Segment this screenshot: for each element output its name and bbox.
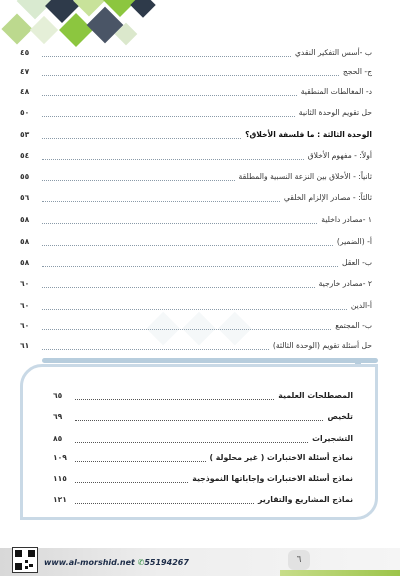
toc-entry[interactable] bbox=[20, 147, 372, 163]
dotted-leader bbox=[42, 56, 291, 57]
toc-entry-page: ٤٥ bbox=[20, 48, 30, 57]
appendix-entry-page: ١١٥ bbox=[53, 474, 67, 483]
appendix-entry[interactable] bbox=[53, 491, 353, 507]
website-link[interactable]: www.al-morshid.net bbox=[44, 558, 135, 567]
toc-entry[interactable] bbox=[20, 254, 372, 270]
appendix-entry-page: ٦٩ bbox=[53, 412, 63, 421]
qr-code-icon[interactable] bbox=[12, 547, 38, 573]
appendix-entry[interactable] bbox=[53, 449, 353, 465]
toc-entry-page: ٤٨ bbox=[20, 87, 30, 96]
appendix-entry[interactable] bbox=[53, 430, 353, 446]
toc-entry-page: ٦١ bbox=[20, 341, 30, 350]
dotted-leader bbox=[42, 201, 280, 202]
dotted-leader bbox=[42, 180, 235, 181]
toc-entry-page: ٥٠ bbox=[20, 108, 30, 117]
toc-entry[interactable] bbox=[20, 168, 372, 184]
diamond-tile bbox=[30, 16, 58, 44]
toc-entry-label: ب- العقل bbox=[342, 258, 372, 267]
dotted-leader bbox=[42, 287, 315, 288]
toc-entry[interactable] bbox=[20, 211, 372, 227]
dotted-leader bbox=[75, 420, 323, 421]
toc-entry-page: ٥٣ bbox=[20, 130, 30, 139]
appendix-entry[interactable] bbox=[53, 470, 353, 486]
whatsapp-icon: ✆ bbox=[137, 558, 145, 567]
toc-entry-label: الوحدة الثالثة : ما فلسفة الأخلاق؟ bbox=[245, 130, 372, 139]
toc-entry[interactable] bbox=[20, 189, 372, 205]
toc-unit-heading[interactable] bbox=[20, 126, 372, 142]
toc-entry-page: ٥٤ bbox=[20, 151, 30, 160]
toc-entry-page: ٥٨ bbox=[20, 237, 30, 246]
dotted-leader bbox=[42, 223, 317, 224]
toc-entry-label: د- المغالطات المنطقية bbox=[300, 87, 372, 96]
page-number: ٦ bbox=[288, 550, 310, 570]
toc-entry[interactable] bbox=[20, 44, 372, 60]
toc-entry-label: ثانياً: - الأخلاق بين النزعة النسبية والمطلقة bbox=[238, 172, 372, 181]
appendix-entry-page: ١٢١ bbox=[53, 495, 67, 504]
toc-entry-page: ٦٠ bbox=[20, 301, 30, 310]
dotted-leader bbox=[42, 159, 304, 160]
appendix-entry-page: ١٠٩ bbox=[53, 453, 67, 462]
appendix-entry-label: نماذج أسئلة الاختبارات ( غير محلولة ) bbox=[209, 453, 353, 462]
dotted-leader bbox=[75, 461, 206, 462]
appendix-entry-label: نماذج أسئلة الاختبارات وإجاباتها النموذجية bbox=[192, 474, 353, 483]
toc-entry[interactable] bbox=[20, 275, 372, 291]
appendix-entry[interactable] bbox=[53, 387, 353, 403]
appendix-box bbox=[20, 364, 378, 520]
dotted-leader bbox=[75, 442, 308, 443]
box-accent-bar bbox=[42, 358, 378, 363]
appendix-entry[interactable] bbox=[53, 408, 353, 424]
toc-entry-page: ٦٠ bbox=[20, 279, 30, 288]
toc-entry-page: ٦٠ bbox=[20, 321, 30, 330]
dotted-leader bbox=[42, 116, 295, 117]
dotted-leader bbox=[75, 503, 254, 504]
toc-entry-label: أولاً: - مفهوم الأخلاق bbox=[307, 151, 372, 160]
dotted-leader bbox=[42, 138, 241, 139]
toc-entry-label: ١ -مصادر داخلية bbox=[321, 215, 372, 224]
toc-entry-label: ب- المجتمع bbox=[335, 321, 372, 330]
toc-entry-label: حل تقويم الوحدة الثانية bbox=[298, 108, 372, 117]
dotted-leader bbox=[75, 482, 188, 483]
toc-entry-page: ٥٥ bbox=[20, 172, 30, 181]
appendix-entry-label: تلخيص bbox=[327, 412, 353, 421]
toc-entry-label: أ-الدين bbox=[350, 301, 372, 310]
toc-entry-page: ٤٧ bbox=[20, 67, 30, 76]
toc-entry-label: ب -أسس التفكير النقدي bbox=[294, 48, 372, 57]
appendix-entry-page: ٨٥ bbox=[53, 434, 63, 443]
dotted-leader bbox=[75, 399, 274, 400]
toc-entry[interactable] bbox=[20, 63, 372, 79]
toc-entry-label: ثالثاً: - مصادر الإلزام الخلقي bbox=[283, 193, 372, 202]
appendix-entry-label: نماذج المشاريع والتقارير bbox=[258, 495, 353, 504]
diamond-tile bbox=[130, 0, 155, 18]
dotted-leader bbox=[42, 95, 297, 96]
toc-entry[interactable] bbox=[20, 104, 372, 120]
appendix-entry-page: ٦٥ bbox=[53, 391, 63, 400]
footer-accent bbox=[280, 570, 400, 576]
toc-entry-label: حل أسئلة تقويم (الوحدة الثالثة) bbox=[272, 341, 372, 350]
toc-entry-label: ج- الحجج bbox=[342, 67, 372, 76]
dotted-leader bbox=[42, 266, 338, 267]
watermark-logo: ◆◆◆ bbox=[146, 300, 254, 351]
whatsapp-number: 55194267 bbox=[144, 558, 189, 567]
toc-entry[interactable] bbox=[20, 83, 372, 99]
toc-entry[interactable] bbox=[20, 233, 372, 249]
appendix-entry-label: المصطلحات العلمية bbox=[278, 391, 353, 400]
dotted-leader bbox=[42, 245, 333, 246]
toc-entry-page: ٥٦ bbox=[20, 193, 30, 202]
dotted-leader bbox=[42, 75, 339, 76]
diamond-tile bbox=[1, 13, 32, 44]
appendix-entry-label: التشجيرات bbox=[312, 434, 353, 443]
toc-entry-label: ٢ -مصادر خارجية bbox=[318, 279, 372, 288]
toc-entry-page: ٥٨ bbox=[20, 258, 30, 267]
toc-entry-page: ٥٨ bbox=[20, 215, 30, 224]
toc-entry-label: أ- (الضمير) bbox=[336, 237, 372, 246]
footer-contact[interactable] bbox=[44, 558, 189, 567]
